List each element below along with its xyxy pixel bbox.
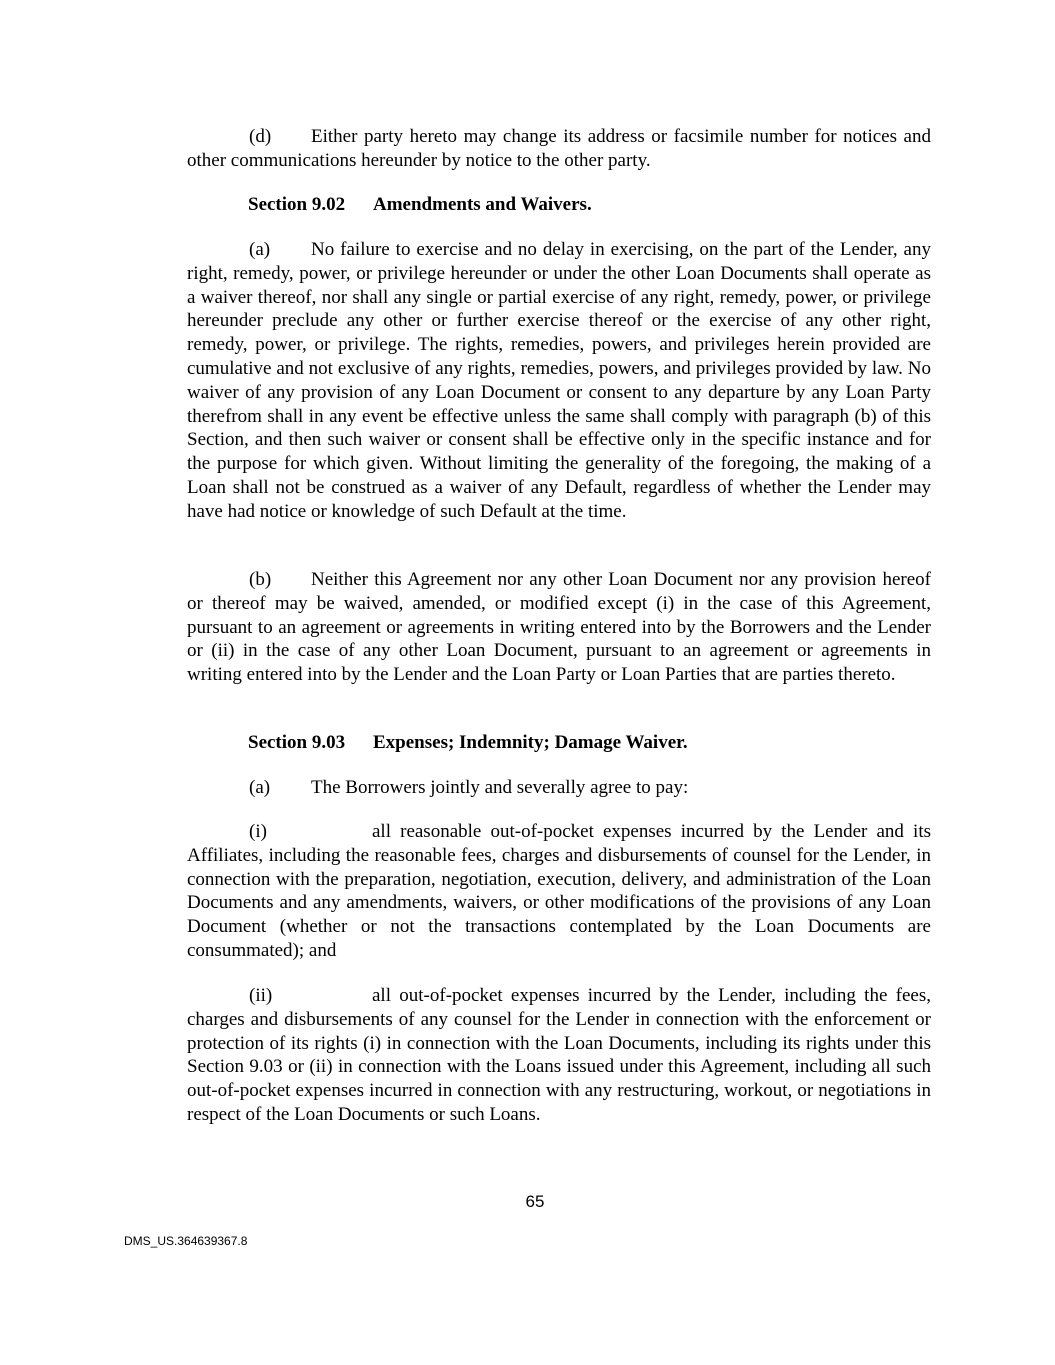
paragraph-9-03-a-ii [187, 984, 931, 1127]
paragraph-text: No failure to exercise and no delay in exercising, on the part of the Lender, any right, remedy, power, or privilege hereunder or under the other Loan Documents shall operate as a waiver thereof, nor shall any single or partial exercise of any right, remedy, power, or privilege hereunder preclude any other or further exercise thereof or the exercise of any other right, remedy, power, or privilege. The rights, remedies, powers, and privileges herein provided are cumulative and not exclusive of any rights, remedies, powers, and privileges provided by law. No waiver of any provision of any Loan Document or consent to any departure by any Loan Party therefrom shall in any event be effective unless the same shall comply with paragraph (b) of this Section, and then such waiver or consent shall be effective only in the specific instance and for the purpose for which given. Without limiting the generality of the foregoing, the making of a Loan shall not be construed as a waiver of any Default, regardless of whether the Lender may have had notice or knowledge of such Default at the time. [187, 239, 931, 522]
paragraph-label: (a) [249, 239, 271, 260]
paragraph-text: Neither this Agreement nor any other Loan Document nor any provision hereof or thereof may be waived, amended, or modified except (i) in the case of this Agreement, pursuant to an agreement or agreements in writing entered into by the Borrowers and the Lender or (ii) in the case of any other Loan Document, pursuant to an agreement or agreements in writing entered into by the Lender and the Loan Party or Loan Parties that are parties thereto. [187, 569, 931, 686]
paragraph-label: (i) [249, 821, 267, 842]
paragraph-text: Either party hereto may change its address or facsimile number for notices and other communications hereunder by notice to the other party. [187, 126, 931, 171]
paragraph-label: (b) [249, 569, 272, 590]
section-heading-9-03 [248, 732, 688, 754]
section-heading-9-02 [248, 194, 592, 216]
section-number: Section 9.02 [248, 194, 346, 215]
document-id: DMS_US.364639367.8 [124, 1234, 248, 1248]
paragraph-9-02-a [187, 238, 931, 524]
paragraph-label: (d) [249, 126, 272, 147]
paragraph-label: (ii) [249, 985, 273, 1006]
section-title: Amendments and Waivers. [373, 194, 592, 215]
paragraph-9-03-a-i [187, 820, 931, 963]
paragraph-d [187, 125, 931, 173]
paragraph-text: all out-of-pocket expenses incurred by the Lender, including the fees, charges and disbursements of any counsel for the Lender in connection with the enforcement or protection of its rights (i) in connection with the Loan Documents, including its rights under this Section 9.03 or (ii) in connection with the Loans issued under this Agreement, including all such out-of-pocket expenses incurred in connection with any restructuring, workout, or negotiations in respect of the Loan Documents or such Loans. [187, 985, 931, 1125]
section-number: Section 9.03 [248, 732, 346, 753]
paragraph-9-03-a [187, 776, 931, 800]
section-title: Expenses; Indemnity; Damage Waiver. [373, 732, 688, 753]
paragraph-text: all reasonable out-of-pocket expenses incurred by the Lender and its Affiliates, including the reasonable fees, charges and disbursements of counsel for the Lender, in connection with the preparation, negotiation, execution, delivery, and administration of the Loan Documents and any amendments, waivers, or other modifications of the provisions of any Loan Document (whether or not the transactions contemplated by the Loan Documents are consummated); and [187, 821, 931, 961]
page-number: 65 [525, 1192, 545, 1211]
paragraph-label: (a) [249, 777, 271, 798]
paragraph-9-02-b [187, 568, 931, 687]
paragraph-text: The Borrowers jointly and severally agree to pay: [311, 777, 689, 798]
